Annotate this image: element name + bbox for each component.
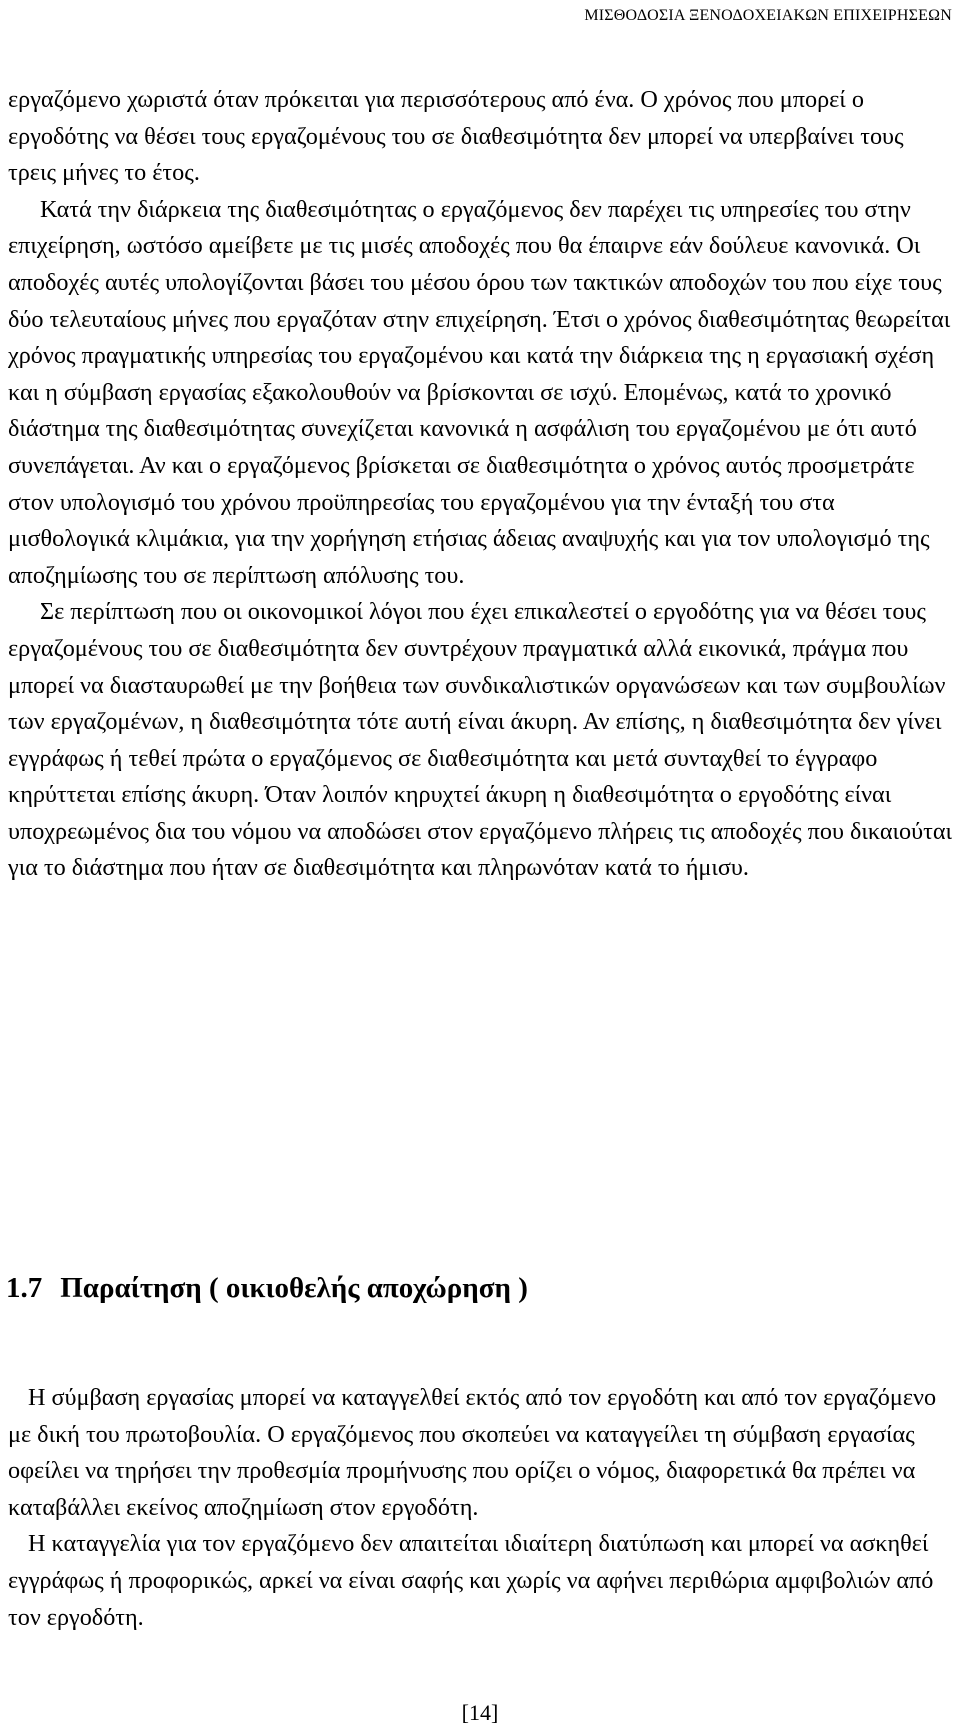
- section-text: [8, 1380, 956, 1636]
- section-paragraph: Η καταγγελία για τον εργαζόμενο δεν απαιτείται ιδιαίτερη διατύπωση και μπορεί να ασκηθεί εγγράφως ή προφορικώς, αρκεί να είναι σαφής και χωρίς να αφήνει περιθώρια αμφιβολιών από τον εργοδότη.: [8, 1530, 934, 1631]
- body-paragraph: Κατά την διάρκεια της διαθεσιμότητας ο εργαζόμενος δεν παρέχει τις υπηρεσίες του στην επιχείρηση, ωστόσο αμείβετε με τις μισές αποδοχές που θα έπαιρνε εάν δούλευε κανονικά. Οι αποδοχές αυτές υπολογίζονται βάσει του μέσου όρου των τακτικών αποδοχών του που είχε τους δύο τελευταίους μήνες που εργαζόταν στην επιχείρηση. Έτσι ο χρόνος διαθεσιμότητας θεωρείται χρόνος πραγματικής υπηρεσίας του εργαζομένου και κατά την διάρκεια της η εργασιακή σχέση και η σύμβαση εργασίας εξακολουθούν να βρίσκονται σε ισχύ. Επομένως, κατά το χρονικό διάστημα της διαθεσιμότητας συνεχίζεται κανονικά η ασφάλιση του εργαζομένου με ότι αυτό συνεπάγεται. Αν και ο εργαζόμενος βρίσκεται σε διαθεσιμότητα ο χρόνος αυτός προσμετράτε στον υπολογισμό του χρόνου προϋπηρεσίας του εργαζομένου για την ένταξή του στα μισθολογικά κλιμάκια, για την χορήγηση ετήσιας άδειας αναψυχής και για τον υπολογισμό της αποζημίωσης του σε περίπτωση απόλυσης του.: [8, 195, 951, 589]
- section-paragraph: Η σύμβαση εργασίας μπορεί να καταγγελθεί εκτός από τον εργοδότη και από τον εργαζόμενο με δική του πρωτοβουλία. Ο εργαζόμενος που σκοπεύει να καταγγείλει τη σύμβαση εργασίας οφείλει να τηρήσει την προθεσμία προμήνυσης που ορίζει ο νόμος, διαφορετικά θα πρέπει να καταβάλλει εκείνος αποζημίωση στον εργοδότη.: [8, 1384, 937, 1521]
- body-text: [8, 82, 956, 887]
- running-header: ΜΙΣΘΟΔΟΣΙΑ ΞΕΝΟΔΟΧΕΙΑΚΩΝ ΕΠΙΧΕΙΡΗΣΕΩΝ: [584, 7, 952, 24]
- page-number: [14]: [461, 1700, 499, 1725]
- section-title: Παραίτηση ( οικιοθελής αποχώρηση ): [60, 1272, 528, 1304]
- section-heading: [6, 1268, 528, 1308]
- body-paragraph: εργαζόμενο χωριστά όταν πρόκειται για περισσότερους από ένα. Ο χρόνος που μπορεί ο εργοδότης να θέσει τους εργαζομένους του σε διαθεσιμότητα δεν μπορεί να υπερβαίνει τους τρεις μήνες το έτος.: [8, 86, 904, 187]
- body-paragraph: Σε περίπτωση που οι οικονομικοί λόγοι που έχει επικαλεστεί ο εργοδότης για να θέσει τους εργαζομένους του σε διαθεσιμότητα δεν συντρέχουν πραγματικά αλλά εικονικά, πράγμα που μπορεί να διασταυρωθεί με την βοήθεια των συνδικαλιστικών οργανώσεων και των συμβουλίων των εργαζομένων, η διαθεσιμότητα τότε αυτή είναι άκυρη. Αν επίσης, η διαθεσιμότητα δεν γίνει εγγράφως ή τεθεί πρώτα ο εργαζόμενος σε διαθεσιμότητα και μετά συνταχθεί το έγγραφο κηρύττεται επίσης άκυρη. Όταν λοιπόν κηρυχτεί άκυρη η διαθεσιμότητα ο εργοδότης είναι υποχρεωμένος δια του νόμου να αποδώσει στον εργαζόμενο πλήρεις τις αποδοχές που δικαιούται για το διάστημα που ήταν σε διαθεσιμότητα και πληρωνόταν κατά το ήμισυ.: [8, 598, 953, 882]
- section-number: 1.7: [6, 1272, 43, 1304]
